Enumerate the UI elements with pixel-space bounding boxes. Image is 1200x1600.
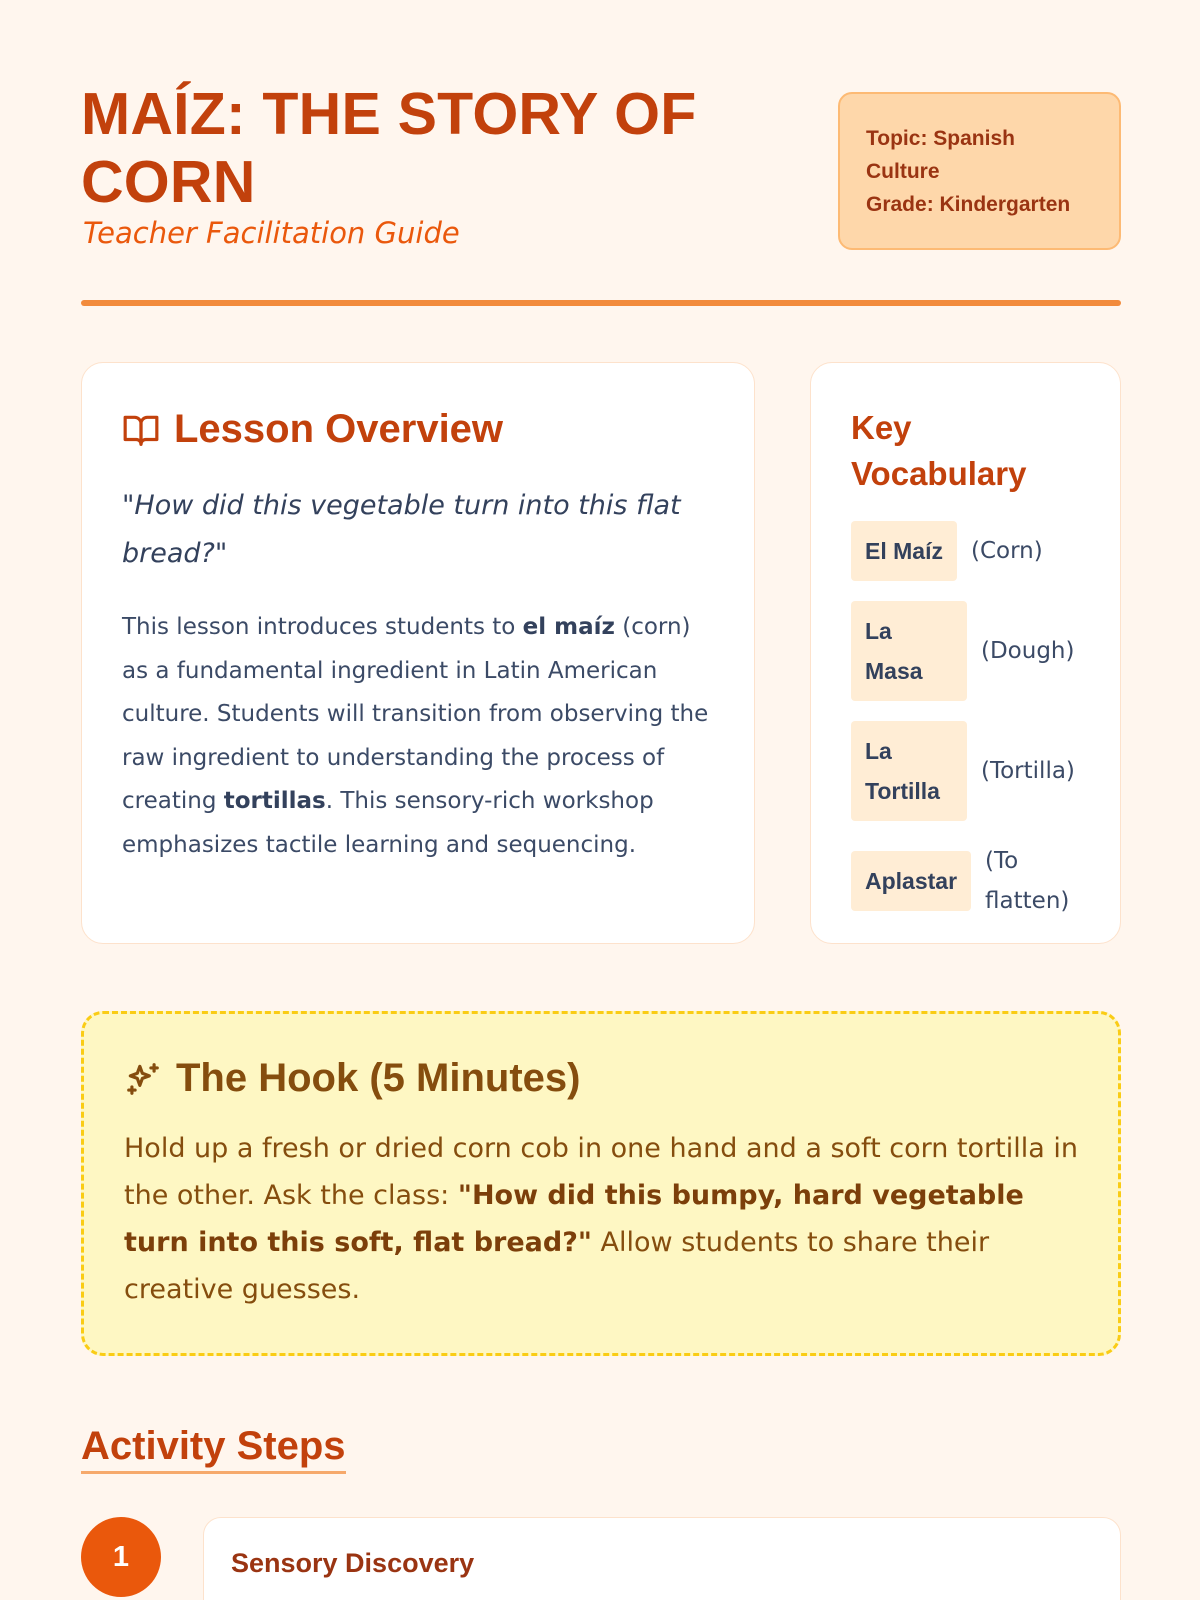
key-vocabulary-heading: Key Vocabulary <box>851 409 1027 492</box>
teacher-guide-page <box>81 0 1121 1600</box>
vocabulary-item <box>851 601 1080 701</box>
vocabulary-term: La Tortilla <box>851 721 967 821</box>
body-text-part: . This sensory-rich workshop emphasizes tactile learning and sequencing. <box>122 788 654 858</box>
hook-heading-text: The Hook (5 Minutes) <box>176 1056 581 1100</box>
hook-heading <box>124 1056 1078 1101</box>
activity-steps-heading: Activity Steps <box>81 1424 346 1474</box>
hook-text-part: Allow students to share their creative guesses. <box>124 1227 990 1305</box>
lesson-meta-box <box>838 92 1121 250</box>
lesson-overview-heading-text: Lesson Overview <box>174 407 504 451</box>
vocabulary-term: El Maíz <box>851 521 957 581</box>
body-text-part: (corn) as a fundamental ingredient in Latin American culture. Students will transition from observing the raw ingredient to understanding the process of creating <box>122 614 709 814</box>
vocabulary-term: La Masa <box>851 601 967 701</box>
page-title: MAÍZ: THE STORY OF CORN <box>81 81 697 215</box>
step-number-badge: 1 <box>81 1517 161 1597</box>
activity-step-card <box>203 1517 1121 1600</box>
term-el-maiz: el maíz <box>522 614 615 640</box>
hook-text <box>124 1125 1078 1313</box>
vocabulary-meaning: (Tortilla) <box>981 758 1075 784</box>
grade-label: Grade: Kindergarten <box>866 193 1071 216</box>
body-text-part: This lesson introduces students to <box>122 614 523 640</box>
book-open-icon <box>122 411 160 449</box>
lesson-overview-body <box>122 606 714 867</box>
page-header <box>81 80 1121 302</box>
activity-step-title: Sensory Discovery <box>231 1548 475 1578</box>
lesson-overview-heading <box>122 407 714 452</box>
vocabulary-meaning: (To flatten) <box>985 848 1070 914</box>
key-vocabulary-card <box>810 362 1121 944</box>
topic-label: Topic: Spanish Culture <box>866 127 1015 183</box>
term-tortillas: tortillas <box>223 788 326 814</box>
vocabulary-item <box>851 841 1080 921</box>
hook-text-part: Hold up a fresh or dried corn cob in one hand and a soft corn tortilla in the other. Ask the class: <box>124 1133 1078 1211</box>
page-subtitle: Teacher Facilitation Guide <box>83 216 460 250</box>
hook-card <box>81 1011 1121 1356</box>
vocabulary-meaning: (Dough) <box>981 638 1075 664</box>
hook-question: "How did this bumpy, hard vegetable turn into this soft, flat bread?" <box>124 1180 1024 1258</box>
vocabulary-list <box>851 521 1080 921</box>
vocabulary-item <box>851 521 1080 581</box>
vocabulary-item <box>851 721 1080 821</box>
sparkles-icon <box>124 1060 162 1098</box>
lesson-overview-card <box>81 362 755 944</box>
vocabulary-term: Aplastar <box>851 851 971 911</box>
header-divider <box>81 300 1121 306</box>
vocabulary-meaning: (Corn) <box>970 538 1043 564</box>
lesson-overview-quote: "How did this vegetable turn into this flat bread?" <box>122 490 681 569</box>
